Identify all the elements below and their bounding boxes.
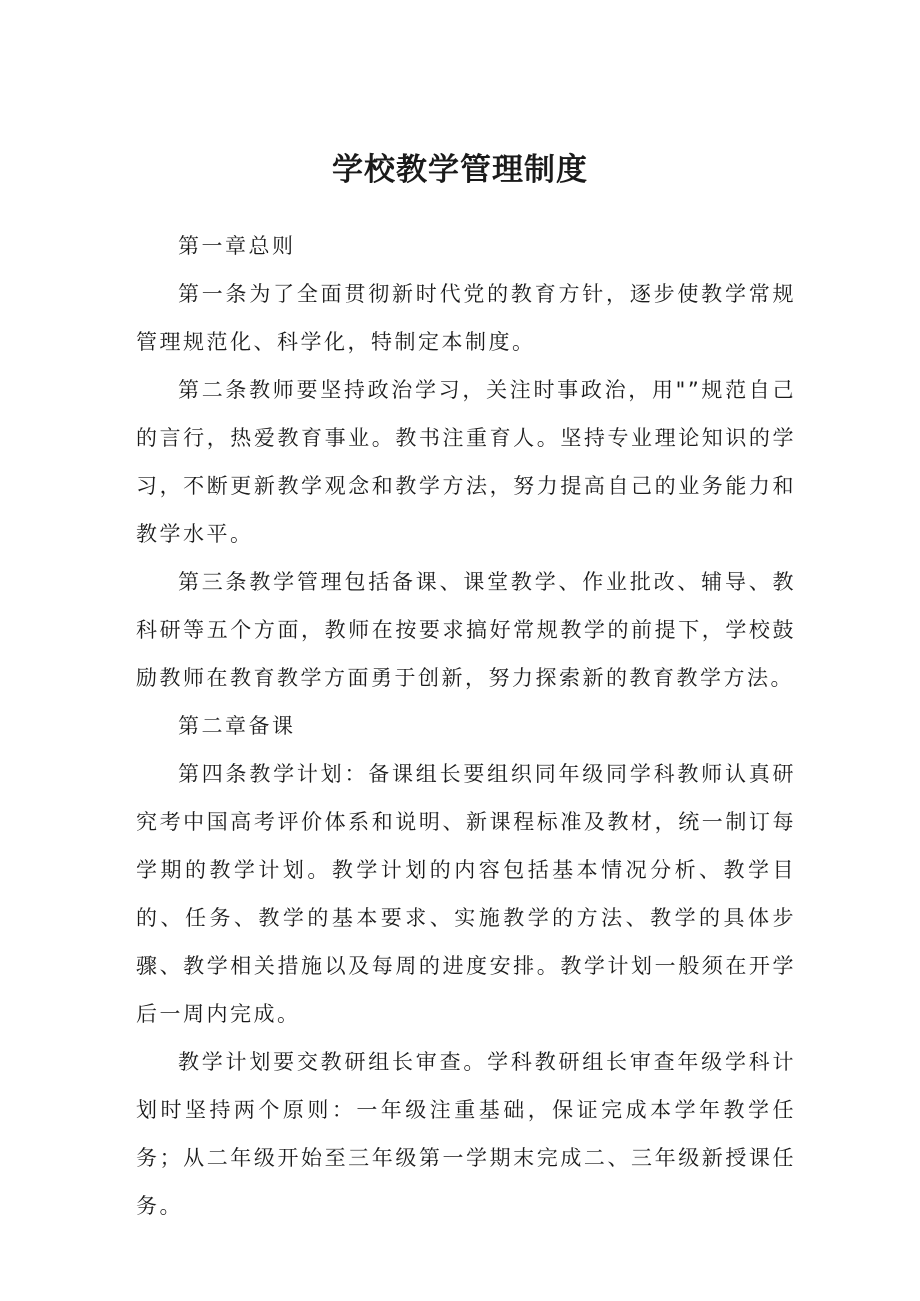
document-body (136, 222, 796, 1230)
document-title: 学校教学管理制度 (332, 152, 588, 188)
paragraph: 第四条教学计划：备课组长要组织同年级同学科教师认真研究考中国高考评价体系和说明、新课程标准及教材，统一制订每学期的教学计划。教学计划的内容包括基本情况分析、教学目的、任务、教学的基本要求、实施教学的方法、教学的具体步骤、教学相关措施以及每周的进度安排。教学计划一般须在开学后一周内完成。 (136, 762, 796, 1026)
paragraph: 教学计划要交教研组长审查。学科教研组长审查年级学科计划时坚持两个原则：一年级注重基础，保证完成本学年教学任务；从二年级开始至三年级第一学期末完成二、三年级新授课任务。 (136, 1050, 796, 1218)
paragraph: 第二条教师要坚持政治学习，关注时事政治，用"”规范自己的言行，热爱教育事业。教书注重育人。坚持专业理论知识的学习，不断更新教学观念和教学方法，努力提高自己的业务能力和教学水平。 (136, 378, 796, 546)
chapter-heading: 第二章备课 (178, 714, 296, 738)
paragraph: 第三条教学管理包括备课、课堂教学、作业批改、辅导、教科研等五个方面，教师在按要求搞好常规教学的前提下，学校鼓励教师在教育教学方面勇于创新，努力探索新的教育教学方法。 (136, 570, 796, 690)
paragraph: 第一条为了全面贯彻新时代党的教育方针，逐步使教学常规管理规范化、科学化，特制定本制度。 (136, 282, 796, 354)
chapter-heading: 第一章总则 (178, 234, 296, 258)
